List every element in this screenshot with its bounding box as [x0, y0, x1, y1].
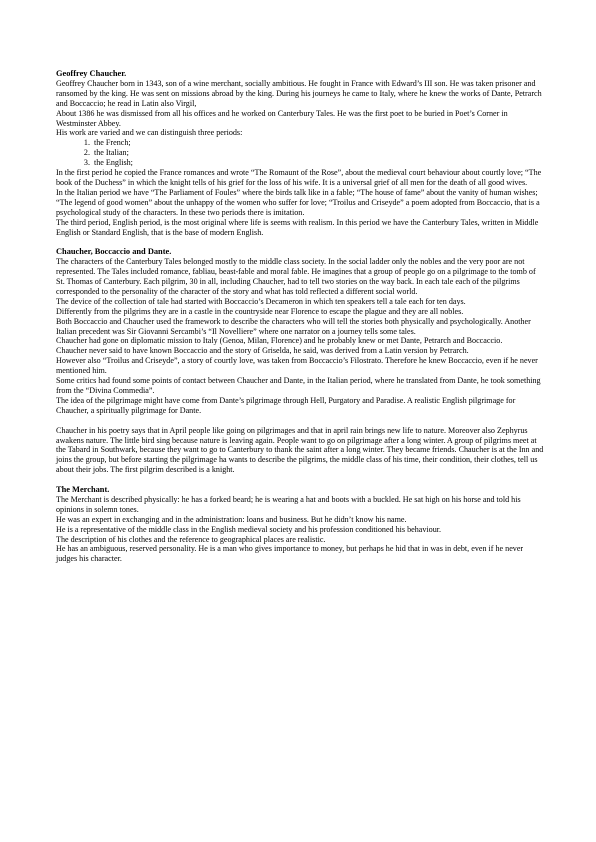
paragraph: He is a representative of the middle class in the English medieval society and his profession conditioned his behaviour.: [56, 524, 442, 534]
periods-list: [56, 138, 544, 168]
paragraph: Chaucher had gone on diplomatic mission to Italy (Genoa, Milan, Florence) and he probably knew or met Dante, Petrarch and Boccaccio.: [56, 336, 503, 346]
paragraph: The description of his clothes and the reference to geographical places are realistic.: [56, 534, 326, 544]
paragraph: In the first period he copied the France romances and wrote “The Romaunt of the Rose”, about the medieval court behaviour about courtly love; “The book of the Duchess” in which the knight tells of his grief for the loss of his wife. It is a universal grief of all men for the death of all good wives.: [56, 168, 542, 187]
paragraph: Differently from the pilgrims they are in a castle in the countryside near Florence to escape the plague and they are all nobles.: [56, 306, 464, 316]
paragraph: In the Italian period we have “The Parliament of Foules” where the birds talk like in a fable; “The house of fame” about the vanity of human wishes; “The legend of good women” about the unhappy of the women who suffer for love; “Troilus and Criseyde” a poem adopted from Boccaccio, that is a psychological study of the characters. In these two periods there is imitation.: [56, 187, 540, 217]
spacer: [56, 475, 544, 485]
paragraph: The idea of the pilgrimage might have come from Dante’s pilgrimage through Hell, Purgatory and Paradise. A realistic English pilgrimage for Chaucher, a spiritually pilgrimage for Dante.: [56, 395, 516, 415]
section-title-the-merchant: The Merchant.: [56, 485, 110, 495]
spacer: [56, 416, 544, 426]
paragraph: Chaucher never said to have known Boccaccio and the story of Griselda, he said, was derived from a Latin version by Petrarch.: [56, 346, 469, 356]
paragraph: The device of the collection of tale had started with Boccaccio’s Decameron in which ten speakers tell a tale each for ten days.: [56, 296, 466, 306]
paragraph: The third period, English period, is the most original where life is seems with realism. In this period we have the Canterbury Tales, written in Middle English or Standard English, that is the base of modern English.: [56, 217, 539, 237]
paragraph: Chaucher in his poetry says that in April people like going on pilgrimages and that in april rain brings new life to nature. Moreover also Zephyrus awakens nature. The little bird sing because nature is leaving again. People want to go on pilgrimage after a long winter. A group of pilgrims meet at the Tabard in Southwark, because they want to go to Canterbury to thank the saint after a long winter. They became friends. Chaucher is at the Inn and joins the group, but before starting the pilgrimage ha wants to describe the pilgrims, the middle class of his time, their condition, their clothes, tell us about their jobs. The first pilgrim described is a knight.: [56, 425, 544, 475]
section-title-geoffrey-chaucher: Geoffrey Chaucher.: [56, 69, 127, 78]
paragraph: However also “Troilus and Criseyde”, a story of courtly love, was taken from Boccaccio’s Filostrato. Therefore he knew Boccaccio, even if he never mentioned him.: [56, 356, 538, 376]
paragraph: The characters of the Canterbury Tales belonged mostly to the middle class society. In the social ladder only the nobles and the very poor are not represented. The Tales included romance, fabliau, beast-fable and moral fable. He imagines that a group of people go on a pilgrimage to the tomb of St. Thomas of Canterbury. Each pilgrim, 30 in all, including Chaucher, had to tell two stories on the way back. In each tale each of the pilgrims corresponded to the personality of the character of the story and what has told reflected a different social world.: [56, 257, 536, 296]
list-item: 1. the French;: [92, 138, 544, 148]
paragraph: He was an expert in exchanging and in the administration: loans and business. But he didn’t know his name.: [56, 514, 407, 524]
paragraph: About 1386 he was dismissed from all his offices and he worked on Canterbury Tales. He was the first poet to be buried in Poet’s Corner in Westminster Abbey.: [56, 108, 508, 128]
list-item: 3. the English;: [92, 158, 544, 168]
paragraph: Both Boccaccio and Chaucher used the framework to describe the characters who will tell the stories both physically and psychologically. Another Italian precedent was Sir Giovanni Sercambi’s “Il Novelliere” where one narrator on a journey tells some tales.: [56, 316, 531, 336]
paragraph: Some critics had found some points of contact between Chaucher and Dante, in the Italian period, where he translated from Dante, he took something from the “Divina Commedia”.: [56, 376, 541, 395]
paragraph: His work are varied and we can distinguish three periods:: [56, 128, 243, 138]
list-item: 2. the Italian;: [92, 148, 544, 158]
paragraph: The Merchant is described physically: he has a forked beard; he is wearing a hat and boots with a buckled. He sat high on his horse and told his opinions in solemn tones.: [56, 494, 521, 514]
spacer: [56, 237, 544, 247]
paragraph: Geoffrey Chaucher born in 1343, son of a wine merchant, socially ambitious. He fought in France with Edward’s III son. He was taken prisoner and ransomed by the king. He was sent on missions abroad by the king. During his journeys he came to Italy, where he knew the works of Dante, Petrarch and Boccaccio; he read in Latin also Virgil,: [56, 78, 542, 108]
section-title-chaucher-boccaccio-dante: Chaucher, Boccaccio and Dante.: [56, 247, 172, 257]
paragraph: He has an ambiguous, reserved personality. He is a man who gives importance to money, but perhaps he hid that in was in debt, even if he never judges his character.: [56, 544, 524, 564]
